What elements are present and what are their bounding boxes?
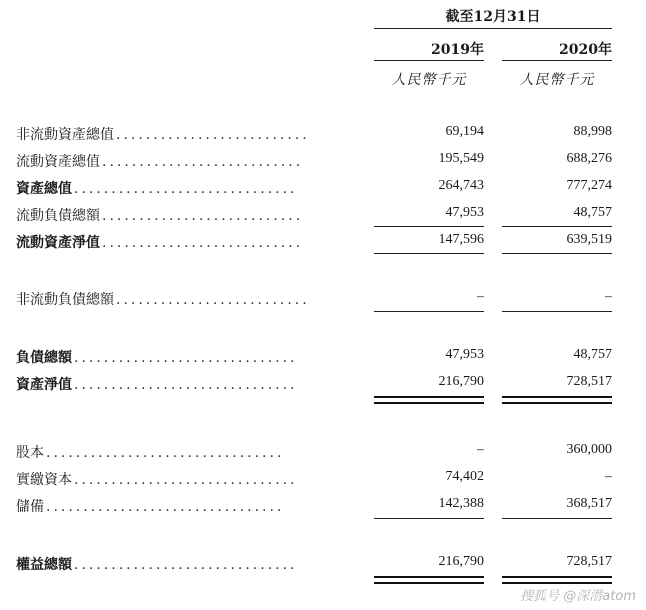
year-2019-rule (374, 60, 484, 61)
row-label-non-current-assets: 非流動資產總值 .......................... (16, 127, 310, 143)
row-value-2019: 47,953 (445, 347, 484, 362)
row-value-2020: 728,517 (566, 554, 612, 569)
row-value-2020: – (605, 289, 612, 304)
unit-2020: 人民幣千元 (519, 72, 595, 88)
row-label-paid-in-capital: 實繳資本 .............................. (16, 472, 298, 488)
row-value-2020: 688,276 (566, 151, 612, 166)
year-2020-header: 2020年 (559, 42, 612, 58)
row-value-2020: 48,757 (573, 205, 612, 220)
double-rule (374, 576, 484, 584)
row-value-2019: 216,790 (438, 374, 484, 389)
row-label-total-assets: 資產總值 .............................. (16, 181, 298, 197)
header-rule (374, 28, 612, 29)
row-label-current-liabilities: 流動負債總額 ........................... (16, 208, 304, 224)
total-rule (374, 253, 484, 254)
row-value-2020: 728,517 (566, 374, 612, 389)
row-value-2020: 360,000 (566, 442, 612, 457)
row-label-total-liabilities: 負債總額 .............................. (16, 350, 298, 366)
row-value-2020: 777,274 (566, 178, 612, 193)
subtotal-rule (374, 311, 484, 312)
row-label-total-equity: 權益總額 .............................. (16, 557, 298, 573)
period-header: 截至12月31日 (445, 9, 541, 25)
row-value-2019: 147,596 (438, 232, 484, 247)
subtotal-rule (374, 226, 484, 227)
subtotal-rule (502, 311, 612, 312)
row-value-2019: 142,388 (438, 496, 484, 511)
subtotal-rule (502, 518, 612, 519)
subtotal-rule (502, 226, 612, 227)
row-label-current-assets: 流動資產總值 ........................... (16, 154, 304, 170)
row-value-2019: 47,953 (445, 205, 484, 220)
row-value-2019: 195,549 (438, 151, 484, 166)
row-value-2019: 264,743 (438, 178, 484, 193)
double-rule (502, 396, 612, 404)
watermark: 搜狐号 @深潜atom (520, 589, 636, 604)
total-rule (502, 253, 612, 254)
row-label-net-assets: 資產淨值 .............................. (16, 377, 298, 393)
row-value-2020: 639,519 (566, 232, 612, 247)
row-label-net-current-assets: 流動資產淨值 ........................... (16, 235, 304, 251)
subtotal-rule (374, 518, 484, 519)
row-value-2019: 216,790 (438, 554, 484, 569)
double-rule (502, 576, 612, 584)
row-label-share-capital: 股本 ................................ (16, 445, 285, 461)
row-value-2020: 48,757 (573, 347, 612, 362)
row-value-2020: – (605, 469, 612, 484)
row-value-2019: 69,194 (445, 124, 484, 139)
row-value-2019: – (477, 289, 484, 304)
row-value-2019: 74,402 (445, 469, 484, 484)
row-value-2020: 88,998 (573, 124, 612, 139)
unit-2019: 人民幣千元 (391, 72, 467, 88)
row-label-non-current-liabilities: 非流動負債總額 .......................... (16, 292, 310, 308)
row-value-2019: – (477, 442, 484, 457)
year-2019-header: 2019年 (431, 42, 484, 58)
year-2020-rule (502, 60, 612, 61)
row-label-reserves: 儲備 ................................ (16, 499, 285, 515)
row-value-2020: 368,517 (566, 496, 612, 511)
double-rule (374, 396, 484, 404)
